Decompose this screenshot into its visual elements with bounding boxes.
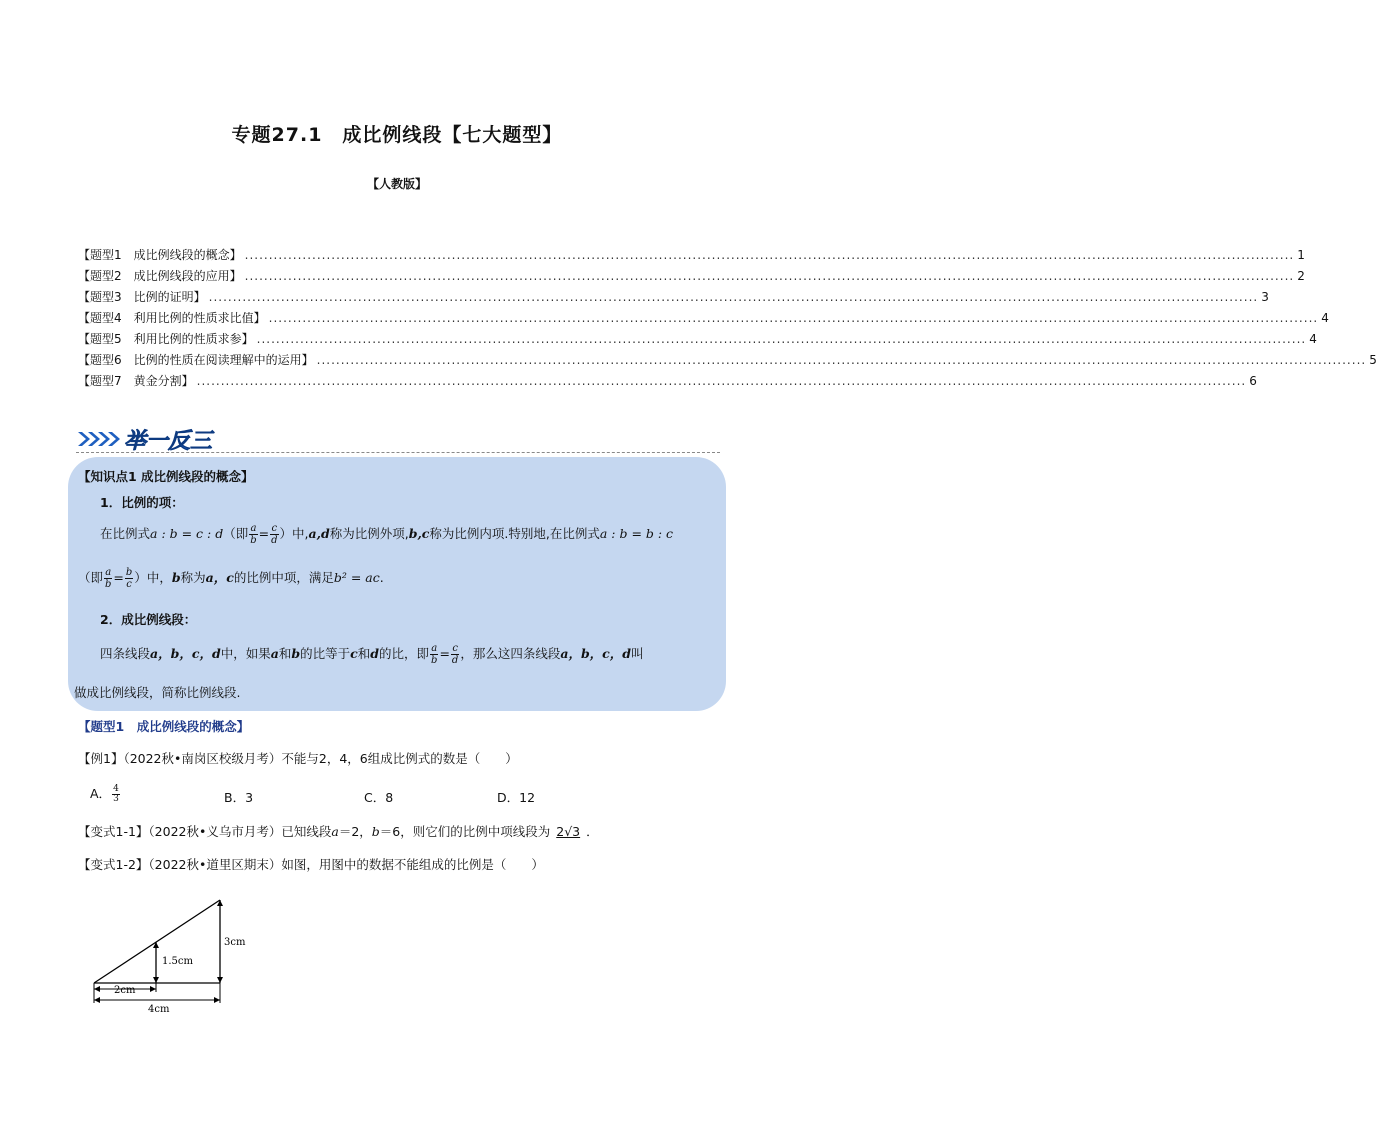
variable: a，b，c，d [560, 646, 632, 661]
toc-label: 【题型1 成比例线段的概念】 [78, 248, 242, 262]
variant-1-1-question [78, 822, 599, 840]
fraction: $\frac{a}{b}$ [431, 643, 438, 666]
option-b[interactable]: B．3 [224, 790, 254, 805]
fraction: $\frac{4}{3}$ [113, 784, 119, 804]
toc-leader: .......................................................................................................................................................................................................................... [196, 374, 1247, 388]
text-run: ＝2， [338, 824, 372, 839]
variable: d [370, 646, 380, 661]
toc-page: 5 [1369, 353, 1377, 367]
toc-page: 6 [1249, 374, 1257, 388]
variable: b [291, 646, 301, 661]
toc-leader: .......................................................................................................................................................................................................................... [268, 311, 1319, 325]
item2-paragraph-line2: 做成比例线段，简称比例线段. [74, 685, 241, 700]
text-run: 和 [278, 646, 292, 661]
item1-title: 1．比例的项： [100, 495, 184, 510]
fraction: $\frac{a}{b}$ [250, 523, 257, 546]
toc-leader: .......................................................................................................................................................................................................................... [244, 248, 1295, 262]
text-run: 称为比例外项, [329, 526, 409, 541]
section-banner [76, 420, 286, 454]
item2-paragraph-line1: 四条线段a，b，c，d中，如果a和b的比等于c和d的比，即 $\frac{a}{b}$ = $\frac{c}{d}$ ，那么这四条线段a，b，c，d叫 [100, 643, 644, 666]
toc-item[interactable] [78, 372, 1257, 393]
toc-item[interactable] [78, 288, 1269, 309]
page-title: 专题27.1 成比例线段【七大题型】 [231, 124, 563, 146]
variable: c [350, 646, 358, 661]
toc-item[interactable] [78, 351, 1377, 372]
fraction: $\frac{c}{d}$ [271, 523, 278, 546]
toc-item[interactable] [78, 267, 1305, 288]
toc-leader: .......................................................................................................................................................................................................................... [316, 353, 1367, 367]
toc-leader: .......................................................................................................................................................................................................................... [244, 269, 1295, 283]
toc-item[interactable] [78, 330, 1317, 351]
toc-item[interactable] [78, 246, 1305, 267]
equation: b² = ac [333, 570, 380, 585]
variant-1-2-question: 【变式1-2】（2022秋•道里区期末）如图，用图中的数据不能组成的比例是（ ） [78, 857, 544, 872]
item1-paragraph-line2: （即 $\frac{a}{b}$ = $\frac{b}{c}$ ）中，b称为a，c的比例中项，满足b² = ac. [78, 567, 384, 590]
arrow-chevrons-icon [78, 432, 120, 446]
label-2cm: 2cm [114, 985, 136, 996]
text-run: ． [586, 824, 599, 839]
label-1-5cm: 1.5cm [162, 956, 193, 967]
variable: b [371, 824, 380, 839]
toc-leader: .......................................................................................................................................................................................................................... [208, 290, 1259, 304]
item1-paragraph-line1: 在比例式a : b = c : d（即 $\frac{a}{b}$ = $\frac{c}{d}$ ）中,a,d称为比例外项,b,c称为比例内项.特别地,在比例式a : b = b : c [100, 523, 674, 546]
example-question: 【例1】（2022秋•南岗区校级月考）不能与2，4，6组成比例式的数是（ ） [78, 751, 518, 766]
toc-label: 【题型4 利用比例的性质求比值】 [78, 311, 266, 325]
toc-page: 2 [1297, 269, 1305, 283]
variable: a [270, 646, 279, 661]
fraction: $\frac{a}{b}$ [105, 567, 112, 590]
equation: a : b = c : d [150, 526, 224, 541]
item2-title: 2．成比例线段： [100, 612, 197, 627]
edition-label: 【人教版】 [366, 177, 427, 191]
section-divider [76, 452, 720, 453]
option-c[interactable]: C．8 [364, 790, 394, 805]
toc-page: 3 [1261, 290, 1269, 304]
text-run: ）中, [279, 526, 309, 541]
text-run: ＝6，则它们的比例中项线段为 [379, 824, 551, 839]
text-run: 称为 [180, 570, 206, 585]
answer-blank: 2√3 [556, 824, 581, 839]
text-run: 在比例式 [100, 526, 151, 541]
banner-text: 举一反三 [124, 429, 213, 454]
toc-label: 【题型6 比例的性质在阅读理解中的运用】 [78, 353, 314, 367]
toc-page: 4 [1309, 332, 1317, 346]
text-run: 的比例中项，满足 [233, 570, 334, 585]
knowledge-point-box [68, 457, 726, 711]
section-heading: 【题型1 成比例线段的概念】 [78, 719, 250, 734]
label-3cm: 3cm [224, 937, 246, 948]
hypotenuse-line [94, 900, 220, 983]
text-run: ，那么这四条线段 [460, 646, 561, 661]
toc-label: 【题型2 成比例线段的应用】 [78, 269, 242, 283]
toc-label: 【题型7 黄金分割】 [78, 374, 194, 388]
text-run: 的比，即 [379, 646, 430, 661]
knowledge-heading: 【知识点1 成比例线段的概念】 [78, 469, 254, 484]
option-a[interactable] [90, 784, 121, 804]
toc-leader: .......................................................................................................................................................................................................................... [256, 332, 1307, 346]
toc-item[interactable] [78, 309, 1329, 330]
text-run: ）中， [134, 570, 172, 585]
text-run: 称为比例内项.特别地,在比例式 [429, 526, 600, 541]
text-run: 的比等于 [300, 646, 351, 661]
option-d[interactable]: D．12 [497, 790, 536, 805]
variable: a,d [308, 526, 330, 541]
variable: a [331, 824, 339, 839]
text-run: 叫 [631, 646, 644, 661]
variable: b,c [408, 526, 430, 541]
variable: b [171, 570, 181, 585]
variable: a，b，c，d [150, 646, 221, 661]
label-4cm: 4cm [148, 1004, 170, 1015]
option-label: A． [90, 786, 112, 801]
text-run: 和 [357, 646, 371, 661]
text-run: 【变式1-1】（2022秋•义乌市月考）已知线段 [78, 824, 332, 839]
table-of-contents [78, 246, 1377, 393]
fraction: $\frac{b}{c}$ [125, 567, 133, 590]
toc-page: 1 [1297, 248, 1305, 262]
toc-page: 4 [1321, 311, 1329, 325]
equation: a : b = b : c [599, 526, 674, 541]
text-run: （即 [78, 570, 104, 585]
fraction: $\frac{c}{d}$ [451, 643, 459, 666]
geometry-figure [90, 888, 260, 1018]
text-run: . [379, 570, 384, 585]
text-run: 四条线段 [100, 646, 151, 661]
toc-label: 【题型5 利用比例的性质求参】 [78, 332, 254, 346]
variable: a，c [205, 570, 234, 585]
text-run: 中，如果 [220, 646, 271, 661]
text-run: （即 [223, 526, 249, 541]
toc-label: 【题型3 比例的证明】 [78, 290, 206, 304]
